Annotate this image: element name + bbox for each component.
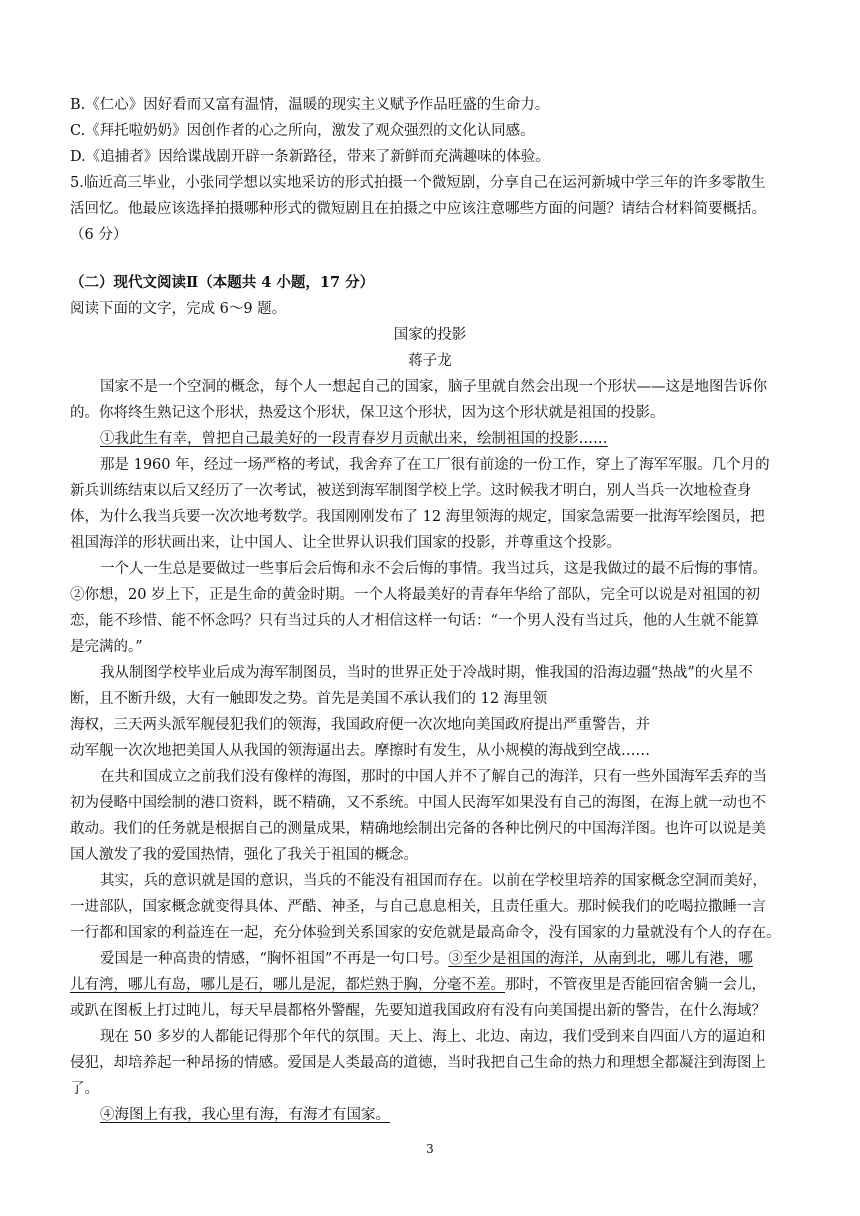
article-text: 那时，不管夜里是否能回宿舍躺一会儿， — [505, 977, 766, 993]
underlined-sentence-3-part-2: 儿有湾，哪儿有岛，哪儿是石，哪儿是泥，都烂熟于胸，分毫不差。 — [70, 977, 505, 993]
article-line: 我从制图学校毕业后成为海军制图员，当时的世界正处于冷战时期，惟我国的沿海边疆“热战”的火星不 — [100, 665, 753, 681]
underlined-sentence-4: ④海图上有我，我心里有海，有海才有国家。 — [100, 1107, 390, 1123]
article-text: 爱国是一种高贵的情感，“胸怀祖国”不再是一句口号。 — [100, 951, 449, 967]
article-line: 祖国海洋的形状画出来，让中国人、让全世界认识我们国家的投影，并尊重这个投影。 — [70, 535, 621, 551]
article-line: 体，为什么我当兵要一次次地考数学。我国刚刚发布了 12 海里领海的规定，国家急需要一批海军绘图员，把 — [70, 509, 765, 525]
article-line: 侵犯，却培养起一种昂扬的情感。爱国是人类最高的道德，当时我把自己生命的热力和理想全都凝注到海图上 — [70, 1055, 766, 1071]
underlined-sentence-3-part-1: ③至少是祖国的海洋，从南到北，哪儿有港，哪 — [448, 951, 753, 967]
article-line: 新兵训练结束以后又经历了一次考试，被送到海军制图学校上学。这时候我才明白，别人当兵一次地检查身 — [70, 483, 752, 499]
article-title: 国家的投影 — [393, 327, 467, 343]
article-line: 海权，三天两头派军舰侵犯我们的领海，我国政府便一次次地向美国政府提出严重警告，并 — [70, 717, 650, 733]
article-author: 蒋子龙 — [408, 353, 452, 369]
option-d: D.《追捕者》因给谍战剧开辟一条新路径，带来了新鲜而充满趣味的体验。 — [70, 149, 550, 165]
article-line: 是完满的。” — [70, 639, 143, 655]
article-line: 在共和国成立之前我们没有像样的海图，那时的中国人并不了解自己的海洋，只有一些外国海军丢弃的当 — [100, 769, 767, 785]
article-line: 恋，能不珍惜、能不怀念吗？只有当过兵的人才相信这样一句话：“一个男人没有当过兵，他的人生就不能算 — [70, 613, 759, 629]
option-c: C.《拜托啦奶奶》因创作者的心之所向，激发了观众强烈的文化认同感。 — [70, 123, 535, 139]
article-line — [100, 946, 753, 972]
article-line: 现在 50 多岁的人都能记得那个年代的氛围。天上、海上、北边、南边，我们受到来自四面八方的逼迫和 — [100, 1029, 766, 1045]
underlined-sentence-1: ①我此生有幸，曾把自己最美好的一段青春岁月贡献出来，绘制祖国的投影…… — [100, 431, 608, 447]
article-line: 那是 1960 年，经过一场严格的考试，我舍弃了在工厂很有前途的一份工作，穿上了海军军服。几个月的 — [100, 457, 770, 473]
article-line: 了。 — [70, 1081, 99, 1097]
article-line: 的。你将终生熟记这个形状，热爱这个形状，保卫这个形状，因为这个形状就是祖国的投影。 — [70, 405, 665, 421]
question-5-line-1: 5.临近高三毕业，小张同学想以实地采访的形式拍摄一个微短剧，分享自己在运河新城中学三年的许多零散生 — [70, 175, 766, 191]
article-line: 国家不是一个空洞的概念，每个人一想起自己的国家，脑子里就自然会出现一个形状——这是地图告诉你 — [100, 379, 767, 395]
question-5-line-2: 活回忆。他最应该选择拍摄哪种形式的微短剧且在拍摄之中应该注意哪些方面的问题？请结合材料简要概括。 — [70, 201, 766, 217]
article-line: 动军舰一次次地把美国人从我国的领海逼出去。摩擦时有发生，从小规模的海战到空战…… — [70, 743, 650, 759]
page-number: 3 — [426, 1142, 434, 1156]
section-instruction: 阅读下面的文字，完成 6～9 题。 — [70, 301, 287, 317]
option-b: B.《仁心》因好看而又富有温情，温暖的现实主义赋予作品旺盛的生命力。 — [70, 97, 550, 113]
article-line: 一进部队，国家概念就变得具体、严酷、神圣，与自己息息相关，且责任重大。那时候我们的吃喝拉撒睡一言 — [70, 899, 766, 915]
article-line: 一行都和国家的利益连在一起，充分体验到关系国家的安危就是最高命令，没有国家的力量就没有个人的存在。 — [70, 925, 781, 941]
article-line: 断，且不断升级，大有一触即发之势。首先是美国不承认我们的 12 海里领 — [70, 691, 548, 707]
underlined-sentence-2-line: ②你想，20 岁上下，正是生命的黄金时期。一个人将最美好的青春年华给了部队，完全可以说是对祖国的初 — [70, 587, 761, 603]
article-line: 或趴在图板上打过盹儿，每天早晨都格外警醒，先要知道我国政府有没有向美国提出新的警告，在什么海域？ — [70, 1003, 766, 1019]
article-line: 敢动。我们的任务就是根据自己的测量成果，精确地绘制出完备的各种比例尺的中国海洋图。也许可以说是美 — [70, 821, 766, 837]
section-title: （二）现代文阅读Ⅱ（本题共 4 小题，17 分） — [70, 274, 375, 291]
article-line: 一个人一生总是要做过一些事后会后悔和永不会后悔的事情。我当过兵，这是我做过的最不后悔的事情。 — [100, 561, 767, 577]
article-line: 国人激发了我的爱国热情，强化了我关于祖国的概念。 — [70, 847, 418, 863]
article-line: 初为侵略中国绘制的港口资料，既不精确，又不系统。中国人民海军如果没有自己的海图，在海上就一动也不 — [70, 795, 766, 811]
article-line — [70, 972, 766, 998]
article-line: 其实，兵的意识就是国的意识，当兵的不能没有祖国而存在。以前在学校里培养的国家概念空洞而美好， — [100, 873, 767, 889]
question-5-score: （6 分） — [70, 227, 128, 243]
